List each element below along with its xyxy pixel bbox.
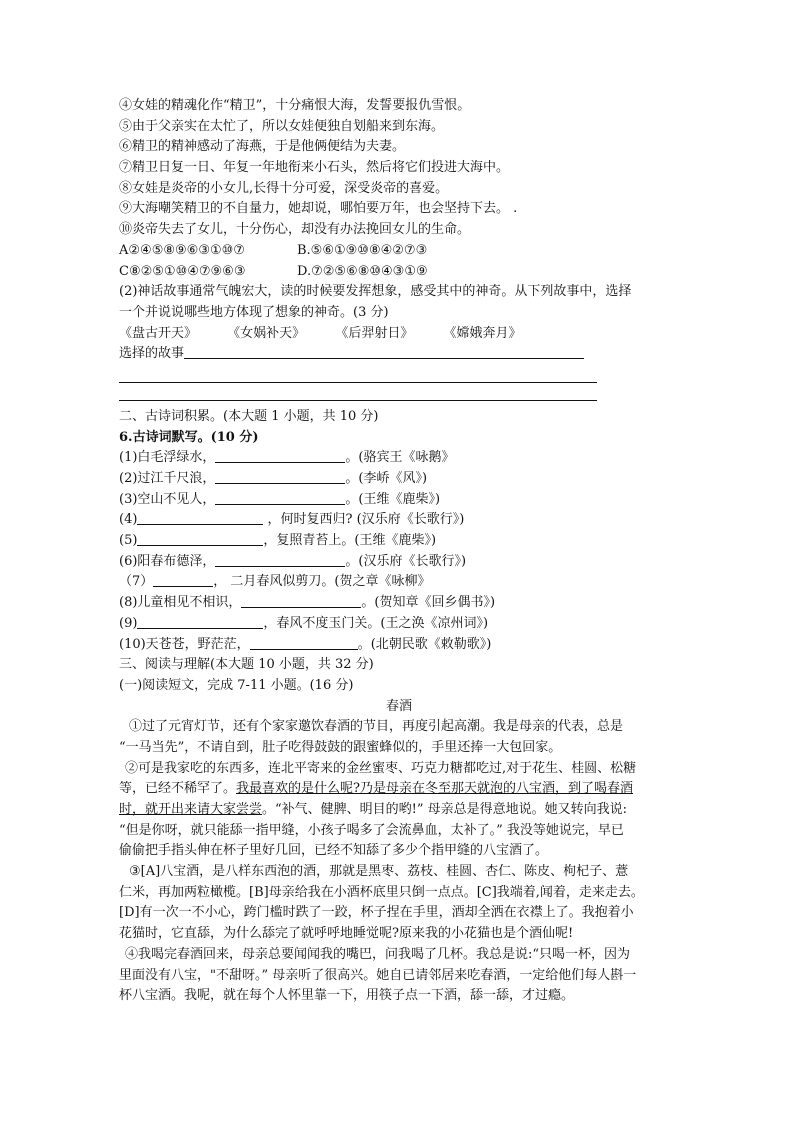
story-change: 《嫦娥奔月》 bbox=[443, 325, 522, 341]
passage-line: 仁米，再加两粒橄榄。[B]母亲给我在小酒杯底里只倒一点点。[C]我端着,闻着，走来走去。 bbox=[119, 884, 644, 900]
story-select-label: 选择的故事 bbox=[119, 346, 185, 362]
poem-item bbox=[119, 490, 679, 511]
passage-line: ③[A]八宝酒，是八样东西泡的酒，那就是黑枣、荔枝、桂圆、杏仁、陈皮、枸杞子、薏 bbox=[129, 864, 629, 880]
poem-prefix: (10)天苍苍，野茫茫， bbox=[119, 636, 250, 652]
event-option: ⑧女娃是炎帝的小女儿,长得十分可爱，深受炎帝的喜爱。 bbox=[119, 180, 449, 196]
poem-source: ，春风不度玉门关。(王之涣《凉州词》) bbox=[263, 615, 489, 631]
underlined-sentence: 时，就开出来请大家尝尝 bbox=[119, 802, 263, 817]
story-pangu: 《盘古开天》 bbox=[119, 325, 198, 341]
choice-c[interactable]: C⑧②⑤①⑩④⑦⑨⑥③ bbox=[119, 263, 246, 279]
passage-line bbox=[119, 800, 679, 821]
story-houyi: 《后羿射日》 bbox=[335, 325, 414, 341]
poem-item bbox=[119, 510, 679, 531]
article-title: 春酒 bbox=[385, 698, 412, 714]
story-select-row bbox=[119, 344, 679, 365]
passage-line: ④我喝完春酒回来，母亲总要闻闻我的嘴巴，问我喝了几杯。我总是说:“只喝一杯，因为 bbox=[125, 946, 631, 962]
poem-source: 。(王维《鹿柴》) bbox=[345, 491, 441, 507]
choice-a[interactable]: A②④⑤⑧⑨⑥③①⑩⑦ bbox=[119, 242, 245, 258]
event-option: ⑤由于父亲实在太忙了，所以女娃便独自划船来到东海。 bbox=[119, 118, 445, 134]
poem-prefix: (1)白毛浮绿水， bbox=[119, 450, 216, 466]
event-option: ⑨大海嘲笑精卫的不自量力，她却说，哪怕要万年，也会坚持下去。 . bbox=[119, 201, 518, 217]
poem-source: 。(李峤《风》) bbox=[345, 471, 428, 486]
poem-blank[interactable] bbox=[241, 593, 361, 608]
poem-blank[interactable] bbox=[153, 572, 213, 587]
passage-line: ①过了元宵灯节，还有个家家邀饮春酒的节目，再度引起高潮。我是母亲的代表，总是 bbox=[129, 719, 624, 735]
choice-row-cd bbox=[119, 262, 679, 283]
question-6-heading: 6.古诗词默写。(10 分) bbox=[119, 429, 259, 445]
poem-source: 。(北朝民歌《敕勒歌》) bbox=[357, 636, 492, 652]
poem-item bbox=[119, 469, 679, 490]
poem-blank[interactable] bbox=[215, 448, 345, 463]
poem-source: ，复照青苔上。(王维《鹿柴》) bbox=[263, 533, 437, 549]
event-option: ⑦精卫日复一日、年复一年地衔来小石头，然后将它们投进大海中。 bbox=[119, 160, 510, 176]
passage-line: 里面没有八宝，"不甜呀。” 母亲听了很高兴。她自已请邻居来吃春酒，一定给他们每人斟一 bbox=[119, 967, 637, 983]
answer-line-2[interactable] bbox=[119, 383, 597, 401]
event-option: ⑥精卫的精神感动了海燕，于是他俩便结为夫妻。 bbox=[119, 139, 406, 155]
passage-line: “但是你呀，就只能舔一指甲缝，小孩子喝多了会流鼻血，太补了。” 我没等她说完，早已 bbox=[119, 822, 624, 838]
question-2-line2: 一个并说说哪些地方体现了想象的神奇。(3 分) bbox=[119, 304, 389, 320]
event-option: ④女娃的精魂化作“精卫”，十分痛恨大海，发誓要报仇雪恨。 bbox=[119, 98, 471, 113]
section-3-heading: 三、阅读与理解(本大题 10 小题，共 32 分) bbox=[119, 657, 374, 673]
section-2-heading: 二、古诗词积累。(本大题 1 小题，共 10 分) bbox=[119, 408, 379, 424]
poem-source: ， 二月春风似剪刀。(贺之章《咏柳》 bbox=[213, 574, 431, 590]
passage-line: 偷偷把手指头伸在杯子里好几回，已经不知舔了多少个指甲缝的八宝酒了。 bbox=[119, 843, 549, 859]
poem-prefix: （7） bbox=[119, 574, 154, 590]
story-nvwa: 《女娲补天》 bbox=[227, 325, 306, 341]
poem-blank[interactable] bbox=[250, 635, 358, 650]
poem-prefix: (2)过江千尺浪， bbox=[119, 471, 216, 486]
passage-text: 。“补气、健脾、明目的哟!” 母亲总是得意地说。她又转向我说: bbox=[262, 802, 628, 817]
passage-line: 花猫时，它直舔，为什么舔完了就呼呼地睡觉呢?原来我的小花猫也是个酒仙呢! bbox=[119, 926, 574, 942]
poem-item bbox=[119, 552, 679, 573]
passage-text: 等，已经不稀罕了。 bbox=[119, 781, 237, 797]
reading-subheading: (一)阅读短文，完成 7-11 小题。(16 分) bbox=[119, 677, 354, 693]
choice-row-ab bbox=[119, 241, 679, 262]
underlined-sentence: 我最喜欢的是什么呢?乃是母亲在冬至那天就泡的八宝酒，到了喝春酒 bbox=[236, 781, 633, 797]
passage-line: ②可是我家吃的东西多，连北平寄来的金丝蜜枣、巧克力糖都吃过,对于花生、桂圆、松糖 bbox=[125, 760, 637, 776]
poem-item bbox=[119, 614, 679, 635]
event-option: ⑩炎帝失去了女儿，十分伤心，却没有办法挽回女儿的生命。 bbox=[119, 222, 471, 238]
story-answer-blank[interactable] bbox=[184, 344, 584, 359]
poem-item bbox=[119, 531, 679, 552]
poem-source: ，何时复西归? (汉乐府《长歌行》) bbox=[263, 512, 465, 528]
poem-prefix: (8)儿童相见不相识， bbox=[119, 595, 242, 611]
poem-item bbox=[119, 593, 679, 614]
poem-item bbox=[119, 572, 679, 593]
option-list bbox=[119, 96, 679, 241]
choice-b[interactable]: B.⑤⑥①⑨⑩⑧④②⑦③ bbox=[297, 242, 428, 258]
document-page bbox=[119, 96, 679, 1007]
passage-line bbox=[119, 779, 679, 800]
poem-prefix: (3)空山不见人， bbox=[119, 491, 216, 507]
poem-list bbox=[119, 448, 679, 655]
poem-blank[interactable] bbox=[215, 469, 345, 484]
poem-item bbox=[119, 635, 679, 656]
poem-blank[interactable] bbox=[137, 614, 263, 629]
passage-line: 杯八宝酒。我呢，就在每个人怀里靠一下，用筷子点一下酒，舔一舔，才过瘾。 bbox=[119, 988, 575, 1004]
passage-line: “一马当先”，不请自到，肚子吃得鼓鼓的跟蜜蜂似的，手里还捧一大包回家。 bbox=[119, 739, 562, 755]
poem-blank[interactable] bbox=[215, 490, 345, 505]
poem-source: 。(骆宾王《咏鹅》 bbox=[345, 450, 455, 466]
poem-blank[interactable] bbox=[137, 510, 263, 525]
poem-item bbox=[119, 448, 679, 469]
poem-prefix: (4) bbox=[119, 512, 138, 528]
poem-blank[interactable] bbox=[137, 531, 263, 546]
story-options bbox=[119, 324, 679, 345]
passage-line: [D]有一次一不小心，跨门槛时跌了一跤，杯子捏在手里，酒却全洒在衣襟上了。我抱着小 bbox=[119, 905, 634, 921]
answer-line-1[interactable] bbox=[119, 365, 597, 383]
choice-d[interactable]: D.⑦②⑤⑥⑧⑩④③①⑨ bbox=[297, 263, 428, 279]
poem-blank[interactable] bbox=[215, 552, 345, 567]
poem-prefix: (5) bbox=[119, 533, 138, 549]
question-2-line1: (2)神话故事通常气魄宏大，读的时候要发挥想象，感受其中的神奇。从下列故事中，选择 bbox=[119, 284, 632, 300]
poem-prefix: (6)阳春布德泽， bbox=[119, 553, 216, 569]
poem-source: 。(贺知章《回乡偶书》) bbox=[361, 595, 496, 611]
poem-prefix: (9) bbox=[119, 615, 138, 631]
poem-source: 。(汉乐府《长歌行》) bbox=[345, 553, 467, 569]
